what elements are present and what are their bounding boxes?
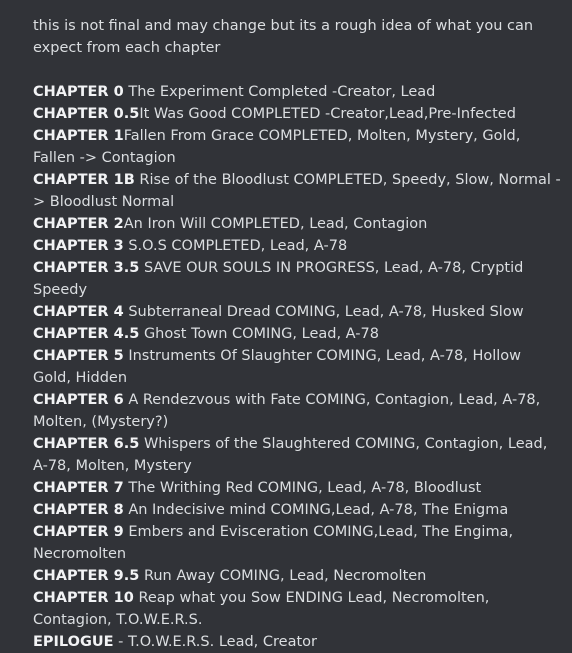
chapter-label: CHAPTER 10 xyxy=(33,590,134,606)
chapter-text: Subterraneal Dread COMING, Lead, A-78, Husked Slow xyxy=(128,304,524,320)
chapter-label: CHAPTER 0 xyxy=(33,84,124,100)
chapter-text: Instruments Of Slaughter COMING, Lead, A-78, Hollow Gold, Hidden xyxy=(33,348,522,386)
chapter-label: CHAPTER 3.5 xyxy=(33,260,140,276)
chapter-line xyxy=(33,521,563,565)
chapter-line xyxy=(33,389,563,433)
chapter-line xyxy=(33,125,563,169)
message-content xyxy=(33,15,563,650)
chapter-line xyxy=(33,433,563,477)
chapter-label: CHAPTER 0.5 xyxy=(33,106,140,122)
chapter-text: An Indecisive mind COMING,Lead, A-78, The Enigma xyxy=(128,502,509,518)
chapter-label: CHAPTER 6.5 xyxy=(33,436,140,452)
chapter-text: Reap what you Sow ENDING Lead, Necromolten, Contagion, T.O.W.E.R.S. xyxy=(33,590,490,628)
chapter-text: Rise of the Bloodlust COMPLETED, Speedy, Slow, Normal -> Bloodlust Normal xyxy=(33,172,561,210)
chapter-text: Run Away COMING, Lead, Necromolten xyxy=(143,568,427,584)
chapter-line xyxy=(33,499,563,521)
chapter-line xyxy=(33,587,563,631)
chapter-line xyxy=(33,81,563,103)
chapter-text: The Writhing Red COMING, Lead, A-78, Bloodlust xyxy=(128,480,482,496)
chapter-label: CHAPTER 1 xyxy=(33,128,124,144)
chapter-line xyxy=(33,235,563,257)
chapter-label: CHAPTER 2 xyxy=(33,216,124,232)
chapter-label: CHAPTER 8 xyxy=(33,502,124,518)
chapter-line xyxy=(33,103,563,125)
chapter-text: T.O.W.E.R.S. Lead, Creator xyxy=(128,634,317,650)
chapter-text: Fallen From Grace COMPLETED, Molten, Mystery, Gold, Fallen -> Contagion xyxy=(33,128,521,166)
chapter-label: CHAPTER 4.5 xyxy=(33,326,140,342)
chapter-label: CHAPTER 1B xyxy=(33,172,135,188)
chapter-line xyxy=(33,345,563,389)
chapter-label: CHAPTER 9.5 xyxy=(33,568,140,584)
chapter-label: EPILOGUE xyxy=(33,634,114,650)
cut-off-line xyxy=(33,631,563,650)
chapter-line xyxy=(33,565,563,587)
chapter-text: Embers and Evisceration COMING,Lead, The Engima, Necromolten xyxy=(33,524,514,562)
chapter-line: EPILOGUE - T.O.W.E.R.S. Lead, Creator xyxy=(33,634,317,650)
chapter-text: Whispers of the Slaughtered COMING, Contagion, Lead, A-78, Molten, Mystery xyxy=(33,436,548,474)
chapter-text: The Experiment Completed -Creator, Lead xyxy=(128,84,436,100)
chapter-text: SAVE OUR SOULS IN PROGRESS, Lead, A-78, Cryptid Speedy xyxy=(33,260,524,298)
chapter-text: An Iron Will COMPLETED, Lead, Contagion xyxy=(123,216,428,232)
chapter-line xyxy=(33,257,563,301)
chapter-text: It Was Good COMPLETED -Creator,Lead,Pre-Infected xyxy=(139,106,516,122)
message-intro: this is not final and may change but its a rough idea of what you can expect from each chapter xyxy=(33,18,534,56)
chapter-label: CHAPTER 9 xyxy=(33,524,124,540)
chapter-line xyxy=(33,169,563,213)
chapter-line xyxy=(33,301,563,323)
chapter-label: CHAPTER 4 xyxy=(33,304,124,320)
chapter-label: CHAPTER 5 xyxy=(33,348,124,364)
chapter-label: CHAPTER 3 xyxy=(33,238,124,254)
chapter-text: S.O.S COMPLETED, Lead, A-78 xyxy=(128,238,348,254)
chapter-line xyxy=(33,477,563,499)
chapter-label: CHAPTER 7 xyxy=(33,480,124,496)
chapter-line xyxy=(33,213,563,235)
chapter-text: A Rendezvous with Fate COMING, Contagion, Lead, A-78, Molten, (Mystery?) xyxy=(33,392,541,430)
chapter-label: CHAPTER 6 xyxy=(33,392,124,408)
chapter-line xyxy=(33,323,563,345)
chapter-text: Ghost Town COMING, Lead, A-78 xyxy=(143,326,379,342)
